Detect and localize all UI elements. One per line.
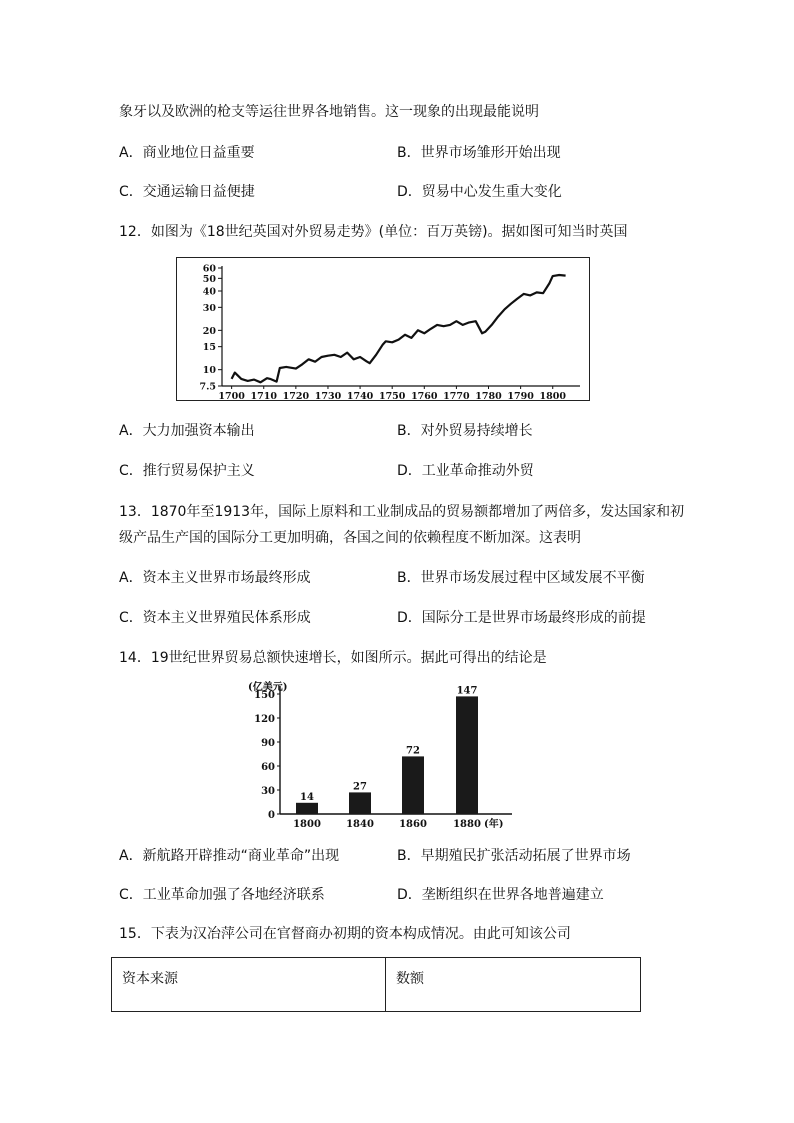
trade-trend-line-chart-svg [177, 258, 589, 400]
x-tick-label: 1840 [346, 819, 374, 828]
x-tick-label: 1860 [399, 819, 427, 828]
question-13-stem-line2: 级产品生产国的国际分工更加明确，各国之间的依赖程度不断加深。这表明 [119, 530, 581, 546]
y-tick-label: 7.5 [199, 381, 216, 393]
y-tick-label: 60 [202, 263, 216, 275]
trade-series-line [232, 275, 566, 382]
x-tick-label: 1800 [293, 819, 321, 828]
x-tick-label: 1730 [314, 391, 342, 400]
x-tick-label: 1880 [453, 819, 481, 828]
y-tick-label: 30 [261, 786, 275, 797]
y-tick-label: 90 [261, 738, 275, 749]
y-tick-label: 150 [254, 690, 275, 701]
q14-option-b[interactable]: B．早期殖民扩张活动拓展了世界市场 [397, 848, 631, 864]
x-tick-label: 1750 [378, 391, 406, 400]
y-tick-label: 15 [202, 342, 216, 354]
question-12-stem: 12．如图为《18世纪英国对外贸易走势》(单位：百万英镑)。据如图可知当时英国 [119, 224, 628, 240]
q11-option-b[interactable]: B．世界市场雏形开始出现 [397, 145, 561, 161]
y-tick-label: 120 [254, 714, 275, 725]
bar-value-label: 27 [353, 781, 367, 793]
q14-option-c[interactable]: C．工业革命加强了各地经济联系 [119, 887, 325, 903]
table-header-row [112, 958, 641, 1012]
bar [402, 756, 424, 814]
x-tick-label: 1720 [282, 391, 310, 400]
q13-option-d[interactable]: D．国际分工是世界市场最终形成的前提 [397, 610, 646, 626]
x-tick-label: 1710 [250, 391, 277, 400]
world-trade-bar-chart [244, 680, 534, 828]
q11-option-c[interactable]: C．交通运输日益便捷 [119, 184, 255, 200]
q13-option-c[interactable]: C．资本主义世界殖民体系形成 [119, 610, 311, 626]
bar [456, 696, 478, 814]
x-axis-unit-label: (年) [484, 819, 504, 828]
x-tick-label: 1780 [475, 391, 502, 400]
bar-value-label: 72 [406, 745, 420, 757]
y-tick-label: 20 [202, 325, 216, 337]
q12-option-d[interactable]: D．工业革命推动外贸 [397, 463, 534, 479]
q12-option-b[interactable]: B．对外贸易持续增长 [397, 423, 533, 439]
y-tick-label: 40 [202, 286, 216, 298]
question-13-stem-line1: 13．1870年至1913年，国际上原料和工业制成品的贸易额都增加了两倍多，发达国家和初 [119, 504, 685, 520]
bar-value-label: 14 [300, 791, 314, 803]
q11-option-a[interactable]: A．商业地位日益重要 [119, 145, 255, 161]
q14-option-a[interactable]: A．新航路开辟推动“商业革命”出现 [119, 848, 340, 864]
y-tick-label: 30 [202, 302, 216, 314]
question-15-stem: 15．下表为汉冶萍公司在官督商办初期的资本构成情况。由此可知该公司 [119, 926, 571, 942]
x-tick-label: 1740 [346, 391, 374, 400]
q14-option-d[interactable]: D．垄断组织在世界各地普遍建立 [397, 887, 604, 903]
y-axis-unit-label: (亿美元) [248, 682, 288, 693]
capital-table [111, 957, 641, 1012]
y-tick-label: 10 [202, 365, 216, 377]
question-14-stem: 14．19世纪世界贸易总额快速增长，如图所示。据此可得出的结论是 [119, 650, 547, 666]
q13-option-b[interactable]: B．世界市场发展过程中区域发展不平衡 [397, 570, 645, 586]
trade-trend-line-chart [176, 257, 590, 401]
q13-option-a[interactable]: A．资本主义世界市场最终形成 [119, 570, 311, 586]
q12-option-c[interactable]: C．推行贸易保护主义 [119, 463, 255, 479]
world-trade-bar-chart-svg [244, 680, 534, 828]
y-tick-label: 60 [261, 762, 275, 773]
q11-option-d[interactable]: D．贸易中心发生重大变化 [397, 184, 562, 200]
bar [349, 792, 371, 814]
table-header-cell: 数额 [386, 958, 641, 1012]
x-tick-label: 1790 [507, 391, 534, 400]
q12-option-a[interactable]: A．大力加强资本输出 [119, 423, 255, 439]
bar [296, 803, 318, 814]
x-tick-label: 1800 [539, 391, 566, 400]
x-tick-label: 1760 [411, 391, 438, 400]
table-header-cell: 资本来源 [112, 958, 386, 1012]
y-tick-label: 0 [268, 810, 275, 821]
y-tick-label: 50 [202, 273, 216, 285]
x-tick-label: 1770 [443, 391, 470, 400]
question-11-stem-tail: 象牙以及欧洲的枪支等运往世界各地销售。这一现象的出现最能说明 [119, 104, 539, 120]
x-tick-label: 1700 [218, 391, 245, 400]
bar-value-label: 147 [456, 685, 478, 697]
